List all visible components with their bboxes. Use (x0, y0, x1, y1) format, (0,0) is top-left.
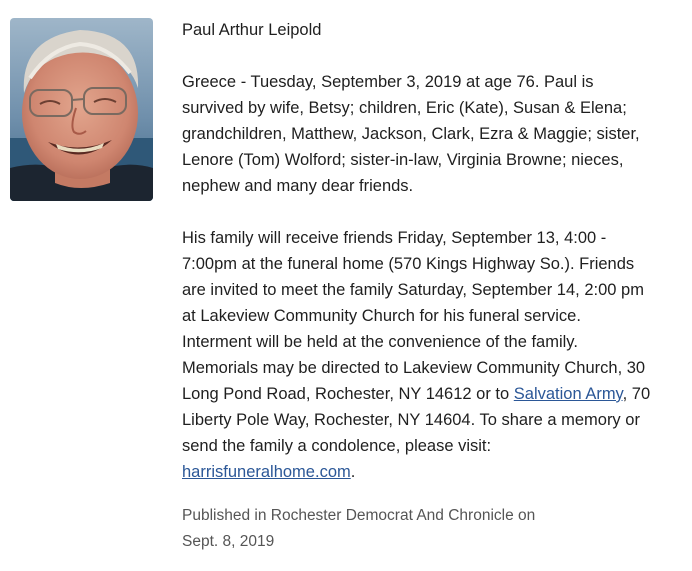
paragraph-2-text-a: His family will receive friends Friday, September 13, 4:00 - 7:00pm at the funeral home (570 Kings Highway So.). Friends are invited to meet the family Saturday, September 14, 2:00 pm at Lakeview Community Church for his funeral service. Interment will be held at the convenience of the family. Memorials may be directed to Lakeview Community Church, 30 Long Pond Road, Rochester, NY 14612 or to (182, 229, 646, 403)
published-info (182, 503, 652, 555)
obituary-paragraph-2 (182, 225, 652, 485)
published-date: Sept. 8, 2019 (182, 533, 275, 550)
paragraph-2-text-b: , 70 Liberty Pole Way, Rochester, NY 14604. To share a memory or send the family a condolence, please visit: (182, 385, 651, 455)
salvation-army-link[interactable]: Salvation Army (513, 385, 623, 403)
obituary-name: Paul Arthur Leipold (182, 21, 322, 39)
portrait-photo (10, 18, 153, 201)
funeral-home-link[interactable]: harrisfuneralhome.com (182, 463, 351, 481)
obituary-paragraph-1: Greece - Tuesday, September 3, 2019 at age 76. Paul is survived by wife, Betsy; children, Eric (Kate), Susan & Elena; grandchildren, Matthew, Jackson, Clark, Ezra & Maggie; sister, Lenore (Tom) Wolford; sister-in-law, Virginia Browne; nieces, nephew and many dear friends. (182, 73, 640, 195)
published-line-1: Published in Rochester Democrat And Chronicle on (182, 507, 536, 524)
paragraph-2-text-end: . (350, 463, 356, 481)
obituary-content (182, 17, 652, 555)
